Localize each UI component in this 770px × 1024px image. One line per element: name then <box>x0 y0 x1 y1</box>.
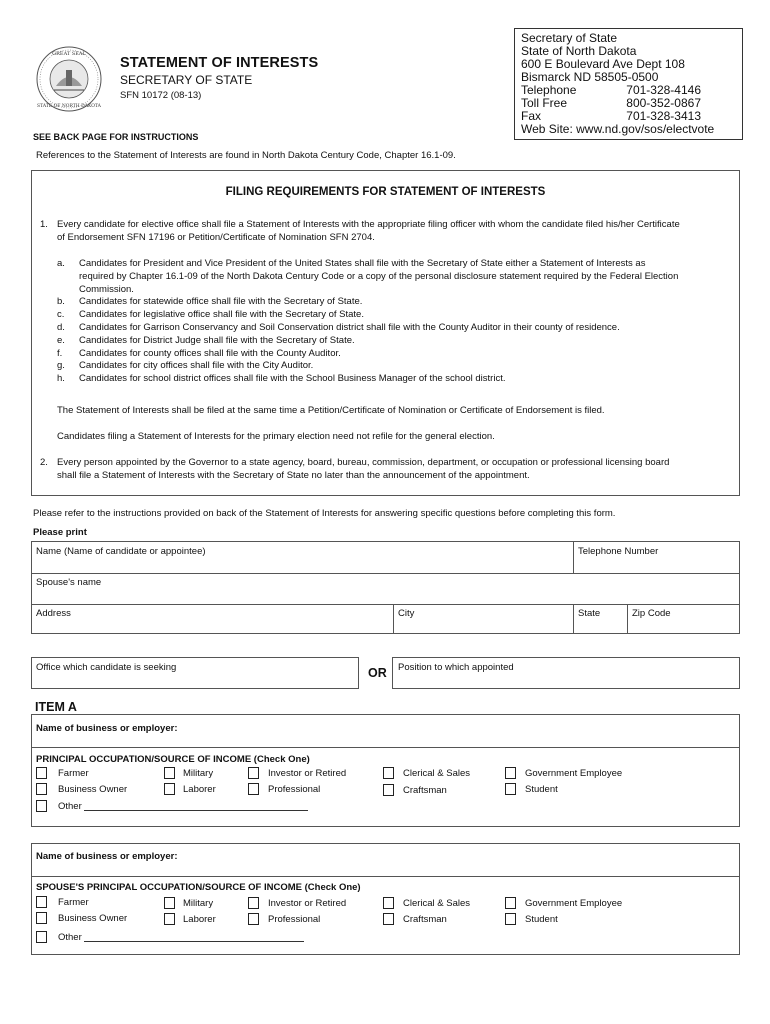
student-checkbox[interactable] <box>505 783 516 795</box>
student-checkbox[interactable] <box>505 913 516 925</box>
item-a-heading: ITEM A <box>35 700 77 714</box>
item-2-text <box>57 457 737 483</box>
subitem-line: Commission. <box>79 283 134 295</box>
primary-election-paragraph: Candidates filing a Statement of Interests for the primary election need not refile for the general election. <box>57 431 495 442</box>
option-label: Professional <box>268 783 321 795</box>
subitem <box>57 373 737 386</box>
state-field[interactable]: State <box>578 608 601 619</box>
great-seal-logo <box>36 46 102 112</box>
option-label: Farmer <box>58 896 89 908</box>
subitem <box>57 296 737 309</box>
spouse-option-business-owner[interactable] <box>36 912 127 924</box>
subitem-letter: e. <box>57 334 65 346</box>
option-label: Investor or Retired <box>268 767 347 779</box>
option-label: Farmer <box>58 767 89 779</box>
spouse-option-other[interactable] <box>36 931 304 943</box>
option-clerical[interactable] <box>383 767 470 779</box>
subitem-line: Candidates for county offices shall file with the County Auditor. <box>79 347 341 359</box>
contact-line: Secretary of State <box>521 31 618 45</box>
form-subtitle: SECRETARY OF STATE <box>120 73 253 87</box>
option-label: Military <box>183 767 214 779</box>
occupation-heading: PRINCIPAL OCCUPATION/SOURCE OF INCOME (Check One) <box>36 754 310 765</box>
option-label: Craftsman <box>403 913 447 925</box>
item-2-line: Every person appointed by the Governor to a state agency, board, bureau, commission, department, or occupation or professional licensing board <box>57 457 670 468</box>
fax-label: Fax <box>521 109 542 123</box>
city-field[interactable]: City <box>398 608 415 619</box>
subitem <box>57 309 737 322</box>
other-checkbox[interactable] <box>36 931 47 943</box>
option-label: Military <box>183 897 214 909</box>
item-2-line: shall file a Statement of Interests with the Secretary of State no later than the announcement of the appointment. <box>57 469 530 481</box>
subitem-line: Candidates for Garrison Conservancy and Soil Conservation district shall file with the County Auditor in their county of residence. <box>79 321 620 333</box>
military-checkbox[interactable] <box>164 767 175 779</box>
option-farmer[interactable] <box>36 767 89 779</box>
subitem-letter: c. <box>57 309 65 321</box>
military-checkbox[interactable] <box>164 897 175 909</box>
subitem <box>57 335 737 348</box>
farmer-checkbox[interactable] <box>36 767 47 779</box>
option-label: Laborer <box>183 783 216 795</box>
spouse-occupation-block <box>31 843 740 955</box>
century-code-reference: References to the Statement of Interests are found in North Dakota Century Code, Chapter 16.1-09. <box>36 150 456 161</box>
option-government[interactable] <box>505 767 622 779</box>
professional-checkbox[interactable] <box>248 913 259 925</box>
subitem-line: Candidates for President and Vice President of the United States shall file with the Secretary of State either a Statement of Interests as <box>79 258 646 269</box>
subitem-letter: d. <box>57 321 65 333</box>
contact-info-box <box>514 28 743 140</box>
business-owner-checkbox[interactable] <box>36 783 47 795</box>
spouse-name-field[interactable]: Spouse's name <box>36 577 102 588</box>
option-label: Business Owner <box>58 912 128 924</box>
subitems-list <box>57 258 737 386</box>
spouse-option-clerical[interactable] <box>383 897 470 909</box>
other-checkbox[interactable] <box>36 800 47 812</box>
subitem-line: Candidates for statewide office shall file with the Secretary of State. <box>79 296 363 308</box>
craftsman-checkbox[interactable] <box>383 913 394 925</box>
spouse-option-government[interactable] <box>505 897 622 909</box>
option-professional[interactable] <box>248 783 320 795</box>
spouse-option-investor[interactable] <box>248 897 346 909</box>
spouse-option-craftsman[interactable] <box>383 913 447 925</box>
website-line: Web Site: www.nd.gov/sos/electvote <box>521 122 715 136</box>
item-1-line: Every candidate for elective office shall file a Statement of Interests with the appropriate filing officer with whom the candidate filed his/her Certificate <box>57 219 680 230</box>
or-label: OR <box>368 666 387 680</box>
same-time-paragraph: The Statement of Interests shall be filed at the same time a Petition/Certificate of Nomination or Certificate of Endorsement is filed. <box>57 405 605 416</box>
investor-checkbox[interactable] <box>248 897 259 909</box>
refer-instructions: Please refer to the instructions provided on back of the Statement of Interests for answering specific questions before completing this form. <box>33 508 616 519</box>
subitem-line: Candidates for District Judge shall file with the Secretary of State. <box>79 334 355 346</box>
option-label: Student <box>525 783 558 795</box>
subitem-line: Candidates for legislative office shall file with the Secretary of State. <box>79 309 364 321</box>
filing-requirements-box <box>31 170 740 496</box>
please-print-label: Please print <box>33 527 87 538</box>
office-sought-field[interactable] <box>31 657 359 689</box>
telephone-label: Telephone <box>521 83 577 97</box>
craftsman-checkbox[interactable] <box>383 784 394 796</box>
farmer-checkbox[interactable] <box>36 896 47 908</box>
option-label: Professional <box>268 913 321 925</box>
svg-text:GREAT SEAL: GREAT SEAL <box>52 51 86 57</box>
contact-line: Bismarck ND 58505-0500 <box>521 70 659 84</box>
government-checkbox[interactable] <box>505 897 516 909</box>
option-laborer[interactable] <box>164 783 216 795</box>
subitem-line: required by Chapter 16.1-09 of the North Dakota Century Code or a copy of the personal disclosure statement required by the Federal Election <box>79 270 679 282</box>
option-business-owner[interactable] <box>36 783 127 795</box>
item-1-line: of Endorsement SFN 17196 or Petition/Certificate of Nomination SFN 2704. <box>57 231 375 243</box>
form-number: SFN 10172 (08-13) <box>120 90 202 101</box>
option-label: Clerical & Sales <box>403 897 471 909</box>
business-owner-checkbox[interactable] <box>36 912 47 924</box>
professional-checkbox[interactable] <box>248 783 259 795</box>
fax-value: 701-328-3413 <box>626 109 701 123</box>
zip-field[interactable]: Zip Code <box>632 608 671 619</box>
applicant-occupation-block <box>31 714 740 827</box>
office-sought-label: Office which candidate is seeking <box>36 662 177 673</box>
option-label: Investor or Retired <box>268 897 347 909</box>
contact-line: 600 E Boulevard Ave Dept 108 <box>521 57 685 71</box>
option-craftsman[interactable] <box>383 784 447 796</box>
option-label: Government Employee <box>525 897 623 909</box>
laborer-checkbox[interactable] <box>164 913 175 925</box>
spouse-option-professional[interactable] <box>248 913 320 925</box>
option-label: Other <box>58 800 82 812</box>
position-appointed-field[interactable] <box>392 657 740 689</box>
option-other[interactable] <box>36 800 308 812</box>
option-label: Laborer <box>183 913 216 925</box>
position-appointed-label: Position to which appointed <box>398 662 514 673</box>
option-student[interactable] <box>505 783 558 795</box>
option-label: Craftsman <box>403 784 447 796</box>
clerical-checkbox[interactable] <box>383 767 394 779</box>
item-1-number: 1. <box>40 219 48 230</box>
subitem-letter: b. <box>57 296 65 308</box>
applicant-info-grid <box>31 541 740 634</box>
telephone-field[interactable]: Telephone Number <box>578 546 659 557</box>
option-label: Other <box>58 931 82 943</box>
spouse-occupation-heading: SPOUSE'S PRINCIPAL OCCUPATION/SOURCE OF INCOME (Check One) <box>36 882 361 893</box>
other-input-line[interactable] <box>84 801 308 811</box>
contact-line: State of North Dakota <box>521 44 637 58</box>
form-title: STATEMENT OF INTERESTS <box>120 55 319 71</box>
other-input-line[interactable] <box>84 932 304 942</box>
spouse-option-student[interactable] <box>505 913 558 925</box>
telephone-value: 701-328-4146 <box>626 83 701 97</box>
subitem <box>57 322 737 335</box>
subitem-line: Candidates for school district offices shall file with the School Business Manager of the school district. <box>79 373 506 385</box>
subitem <box>57 360 737 373</box>
subitem <box>57 348 737 361</box>
option-military[interactable] <box>164 767 213 779</box>
option-label: Government Employee <box>525 767 623 779</box>
laborer-checkbox[interactable] <box>164 783 175 795</box>
spouse-option-laborer[interactable] <box>164 913 216 925</box>
see-back-instructions: SEE BACK PAGE FOR INSTRUCTIONS <box>33 132 199 142</box>
address-field[interactable]: Address <box>36 608 71 619</box>
option-investor[interactable] <box>248 767 346 779</box>
filing-requirements-title: FILING REQUIREMENTS FOR STATEMENT OF INTERESTS <box>225 186 546 198</box>
subitem-letter: g. <box>57 360 65 372</box>
spouse-option-military[interactable] <box>164 897 213 909</box>
clerical-checkbox[interactable] <box>383 897 394 909</box>
investor-checkbox[interactable] <box>248 767 259 779</box>
item-1-text <box>57 219 737 245</box>
subitem-letter: f. <box>57 347 63 359</box>
subitem-letter: a. <box>57 258 65 269</box>
option-label: Clerical & Sales <box>403 767 471 779</box>
tollfree-value: 800-352-0867 <box>626 96 701 110</box>
spouse-option-farmer[interactable] <box>36 896 89 908</box>
option-label: Student <box>525 913 558 925</box>
svg-text:STATE OF NORTH DAKOTA: STATE OF NORTH DAKOTA <box>37 104 101 109</box>
spouse-business-employer-label[interactable]: Name of business or employer: <box>36 851 178 862</box>
item-2-number: 2. <box>40 457 48 468</box>
government-checkbox[interactable] <box>505 767 516 779</box>
tollfree-label: Toll Free <box>521 96 568 110</box>
subitem <box>57 258 737 296</box>
business-employer-label[interactable]: Name of business or employer: <box>36 723 178 734</box>
name-field[interactable]: Name (Name of candidate or appointee) <box>36 546 206 557</box>
option-label: Business Owner <box>58 783 128 795</box>
subitem-line: Candidates for city offices shall file with the City Auditor. <box>79 360 314 372</box>
subitem-letter: h. <box>57 373 65 385</box>
